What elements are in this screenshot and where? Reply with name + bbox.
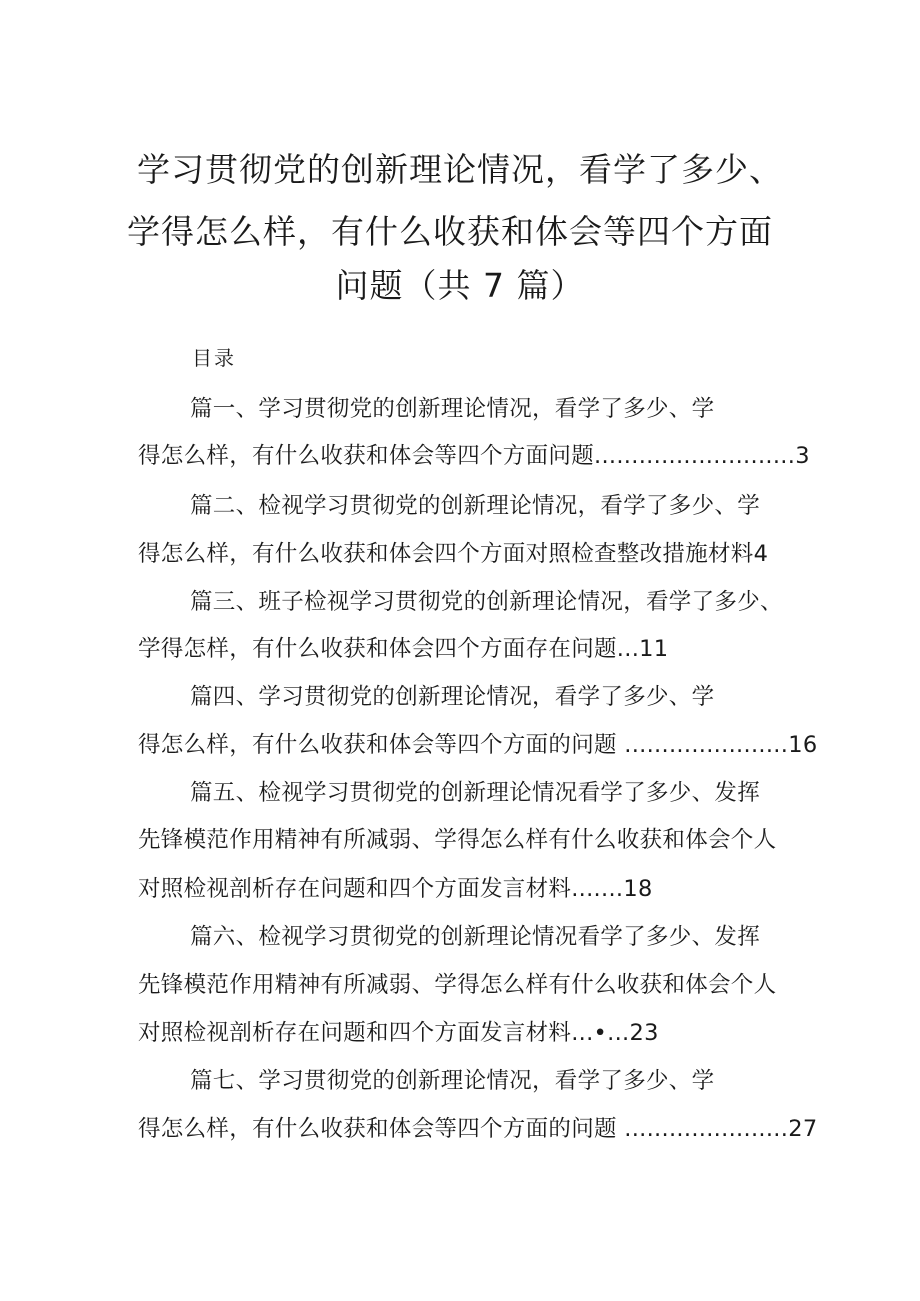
toc-entry-5-line-2[interactable]: 先锋模范作用精神有所减弱、学得怎么样有什么收获和体会个人 bbox=[138, 827, 777, 853]
toc-entry-6-line-1[interactable]: 篇六、检视学习贯彻党的创新理论情况看学了多少、发挥 bbox=[190, 924, 761, 950]
toc-entry-4-line-1[interactable]: 篇四、学习贯彻党的创新理论情况，看学了多少、学 bbox=[190, 684, 715, 710]
toc-entry-6-line-2[interactable]: 先锋模范作用精神有所减弱、学得怎么样有什么收获和体会个人 bbox=[138, 972, 777, 998]
toc-entry-7-line-1[interactable]: 篇七、学习贯彻党的创新理论情况，看学了多少、学 bbox=[190, 1068, 715, 1094]
toc-entry-2-line-1[interactable]: 篇二、检视学习贯彻党的创新理论情况，看学了多少、学 bbox=[190, 493, 761, 519]
document-title-line-2: 学得怎么样，有什么收获和体会等四个方面 bbox=[127, 212, 773, 251]
toc-entry-4-line-2[interactable]: 得怎么样，有什么收获和体会等四个方面的问题 ......................16 bbox=[138, 732, 818, 758]
document-title-line-1: 学习贯彻党的创新理论情况，看学了多少、 bbox=[137, 150, 783, 189]
toc-entry-7-line-2[interactable]: 得怎么样，有什么收获和体会等四个方面的问题 ......................27 bbox=[138, 1116, 818, 1142]
toc-entry-2-line-2[interactable]: 得怎么样，有什么收获和体会四个方面对照检查整改措施材料4 bbox=[138, 541, 769, 567]
toc-entry-1-line-1[interactable]: 篇一、学习贯彻党的创新理论情况，看学了多少、学 bbox=[190, 396, 715, 422]
toc-entry-3-line-1[interactable]: 篇三、班子检视学习贯彻党的创新理论情况，看学了多少、 bbox=[190, 589, 783, 615]
toc-entry-3-line-2[interactable]: 学得怎样，有什么收获和体会四个方面存在问题...11 bbox=[138, 636, 669, 662]
toc-heading: 目录 bbox=[192, 346, 236, 370]
toc-entry-5-line-1[interactable]: 篇五、检视学习贯彻党的创新理论情况看学了多少、发挥 bbox=[190, 780, 761, 806]
toc-entry-6-line-3[interactable]: 对照检视剖析存在问题和四个方面发言材料...•...23 bbox=[138, 1020, 659, 1046]
toc-entry-5-line-3[interactable]: 对照检视剖析存在问题和四个方面发言材料.......18 bbox=[138, 876, 653, 902]
document-title-line-3: 问题（共 7 篇） bbox=[335, 266, 585, 305]
toc-entry-1-line-2[interactable]: 得怎么样，有什么收获和体会等四个方面问题...........................3 bbox=[138, 443, 810, 469]
